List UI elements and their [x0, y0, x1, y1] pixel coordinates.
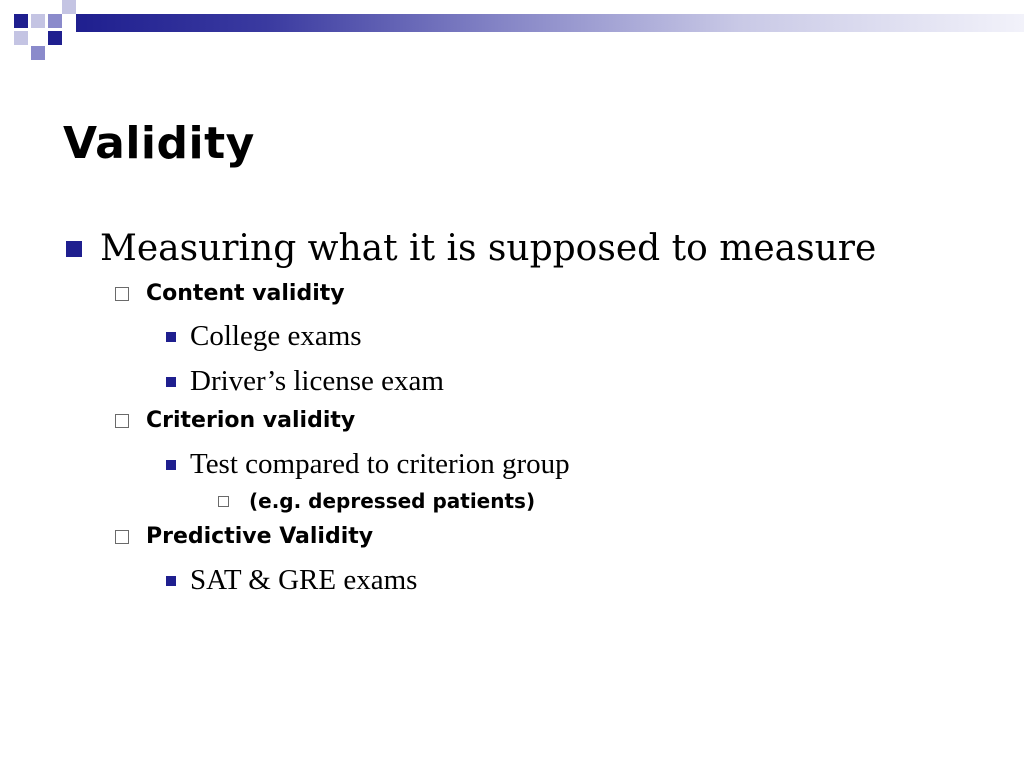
list-item-text: SAT & GRE exams: [190, 564, 418, 596]
hollow-square-icon: [115, 530, 129, 544]
list-item: [166, 564, 417, 597]
list-item: [166, 320, 362, 353]
decor-square: [31, 46, 45, 60]
list-item-text: Test compared to criterion group: [190, 448, 570, 480]
bullet-main-text: Measuring what it is supposed to measure: [100, 228, 877, 269]
hollow-square-icon: [115, 414, 129, 428]
list-item-text: Driver’s license exam: [190, 365, 444, 397]
slide-title: Validity: [63, 118, 255, 169]
header-gradient-bar: [76, 14, 1024, 32]
section-heading-content-validity: [115, 281, 345, 306]
section-heading-criterion-validity: [115, 408, 355, 433]
filled-square-icon: [66, 241, 82, 257]
decor-square: [48, 31, 62, 45]
section-heading-predictive-validity: [115, 524, 373, 549]
filled-square-icon: [166, 576, 176, 586]
decor-square: [14, 14, 28, 28]
decor-square: [31, 14, 45, 28]
list-item: [166, 365, 444, 398]
filled-square-icon: [166, 377, 176, 387]
list-item-text: College exams: [190, 320, 362, 352]
section-heading-text: Predictive Validity: [146, 524, 374, 549]
decor-square: [48, 14, 62, 28]
sub-list-item: [218, 489, 535, 513]
bullet-main: [66, 228, 876, 269]
list-item: [166, 448, 570, 481]
filled-square-icon: [166, 460, 176, 470]
decor-square: [62, 0, 76, 14]
sub-list-item-text: (e.g. depressed patients): [249, 489, 536, 513]
hollow-square-icon: [115, 287, 129, 301]
decor-square: [14, 31, 28, 45]
section-heading-text: Content validity: [146, 281, 345, 306]
hollow-square-icon: [218, 496, 229, 507]
filled-square-icon: [166, 332, 176, 342]
section-heading-text: Criterion validity: [146, 408, 356, 433]
